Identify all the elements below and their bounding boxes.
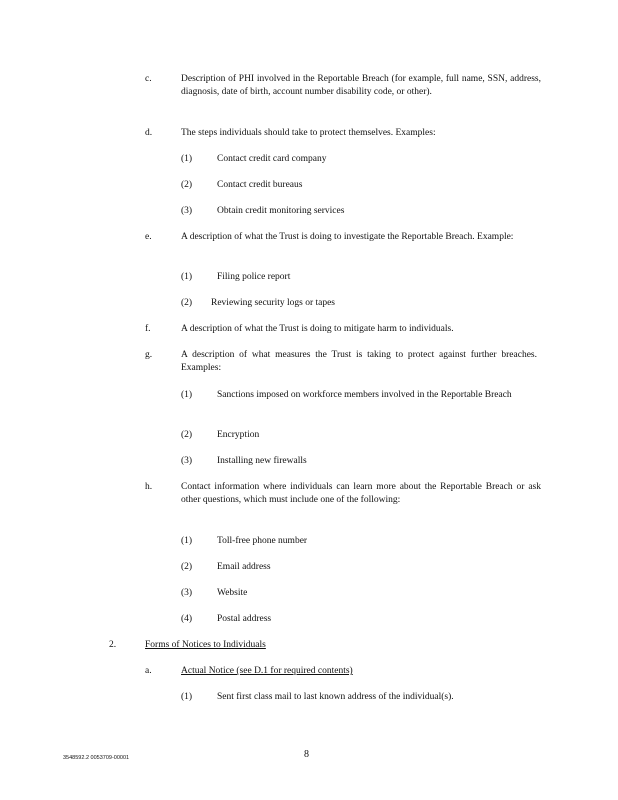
section-number: 2. bbox=[109, 640, 117, 650]
item-label-g: g. bbox=[145, 350, 153, 360]
item-label-f: f. bbox=[145, 324, 151, 334]
item-label-c: c. bbox=[145, 74, 152, 84]
subitem-label: (4) bbox=[181, 614, 193, 624]
subitem-text: Email address bbox=[217, 562, 271, 572]
section-heading: Forms of Notices to Individuals bbox=[145, 640, 266, 650]
subitem-label: (2) bbox=[181, 562, 193, 572]
subitem-label: (2) bbox=[181, 430, 193, 440]
subitem-label: (1) bbox=[181, 692, 193, 702]
page-number: 8 bbox=[304, 749, 309, 760]
item-label-d: d. bbox=[145, 128, 153, 138]
subitem-label: (3) bbox=[181, 588, 193, 598]
item-text-e: A description of what the Trust is doing to investigate the Reportable Breach. Example: bbox=[181, 232, 514, 242]
subitem-label: (2) bbox=[181, 180, 193, 190]
document-id: 3548592.2 0053709-00001 bbox=[63, 755, 130, 761]
item-text-d: The steps individuals should take to protect themselves. Examples: bbox=[181, 128, 436, 138]
item-label-e: e. bbox=[145, 232, 152, 242]
subitem-label: (2) bbox=[181, 298, 193, 308]
item-heading-a: Actual Notice (see D.1 for required contents) bbox=[181, 666, 353, 676]
subitem-text: Sanctions imposed on workforce members involved in the Reportable Breach bbox=[217, 390, 512, 400]
subitem-text: Sent first class mail to last known address of the individual(s). bbox=[217, 692, 454, 702]
subitem-text: Reviewing security logs or tapes bbox=[211, 298, 336, 308]
subitem-label: (1) bbox=[181, 536, 193, 546]
subitem-text: Postal address bbox=[217, 614, 272, 624]
subitem-text: Filing police report bbox=[217, 272, 291, 282]
subitem-text: Installing new firewalls bbox=[217, 456, 307, 466]
subitem-label: (3) bbox=[181, 456, 193, 466]
item-text-c: Description of PHI involved in the Reportable Breach (for example, full name, SSN, address, diagnosis, date of birth, account number disability code, or other). bbox=[181, 74, 541, 97]
item-text-g: A description of what measures the Trust is taking to protect against further breaches. Examples: bbox=[181, 350, 537, 373]
subitem-label: (1) bbox=[181, 154, 193, 164]
subitem-label: (1) bbox=[181, 272, 193, 282]
subitem-label: (3) bbox=[181, 206, 193, 216]
item-label-a: a. bbox=[145, 666, 152, 676]
subitem-label: (1) bbox=[181, 390, 193, 400]
subitem-text: Obtain credit monitoring services bbox=[217, 206, 345, 216]
subitem-text: Encryption bbox=[217, 430, 260, 440]
subitem-text: Contact credit card company bbox=[217, 154, 327, 164]
subitem-text: Toll-free phone number bbox=[217, 536, 308, 546]
item-text-f: A description of what the Trust is doing to mitigate harm to individuals. bbox=[181, 324, 454, 334]
item-text-h: Contact information where individuals can learn more about the Reportable Breach or ask other questions, which must include one of the following: bbox=[181, 482, 541, 505]
subitem-text: Contact credit bureaus bbox=[217, 180, 303, 190]
subitem-text: Website bbox=[217, 588, 248, 598]
item-label-h: h. bbox=[145, 482, 153, 492]
